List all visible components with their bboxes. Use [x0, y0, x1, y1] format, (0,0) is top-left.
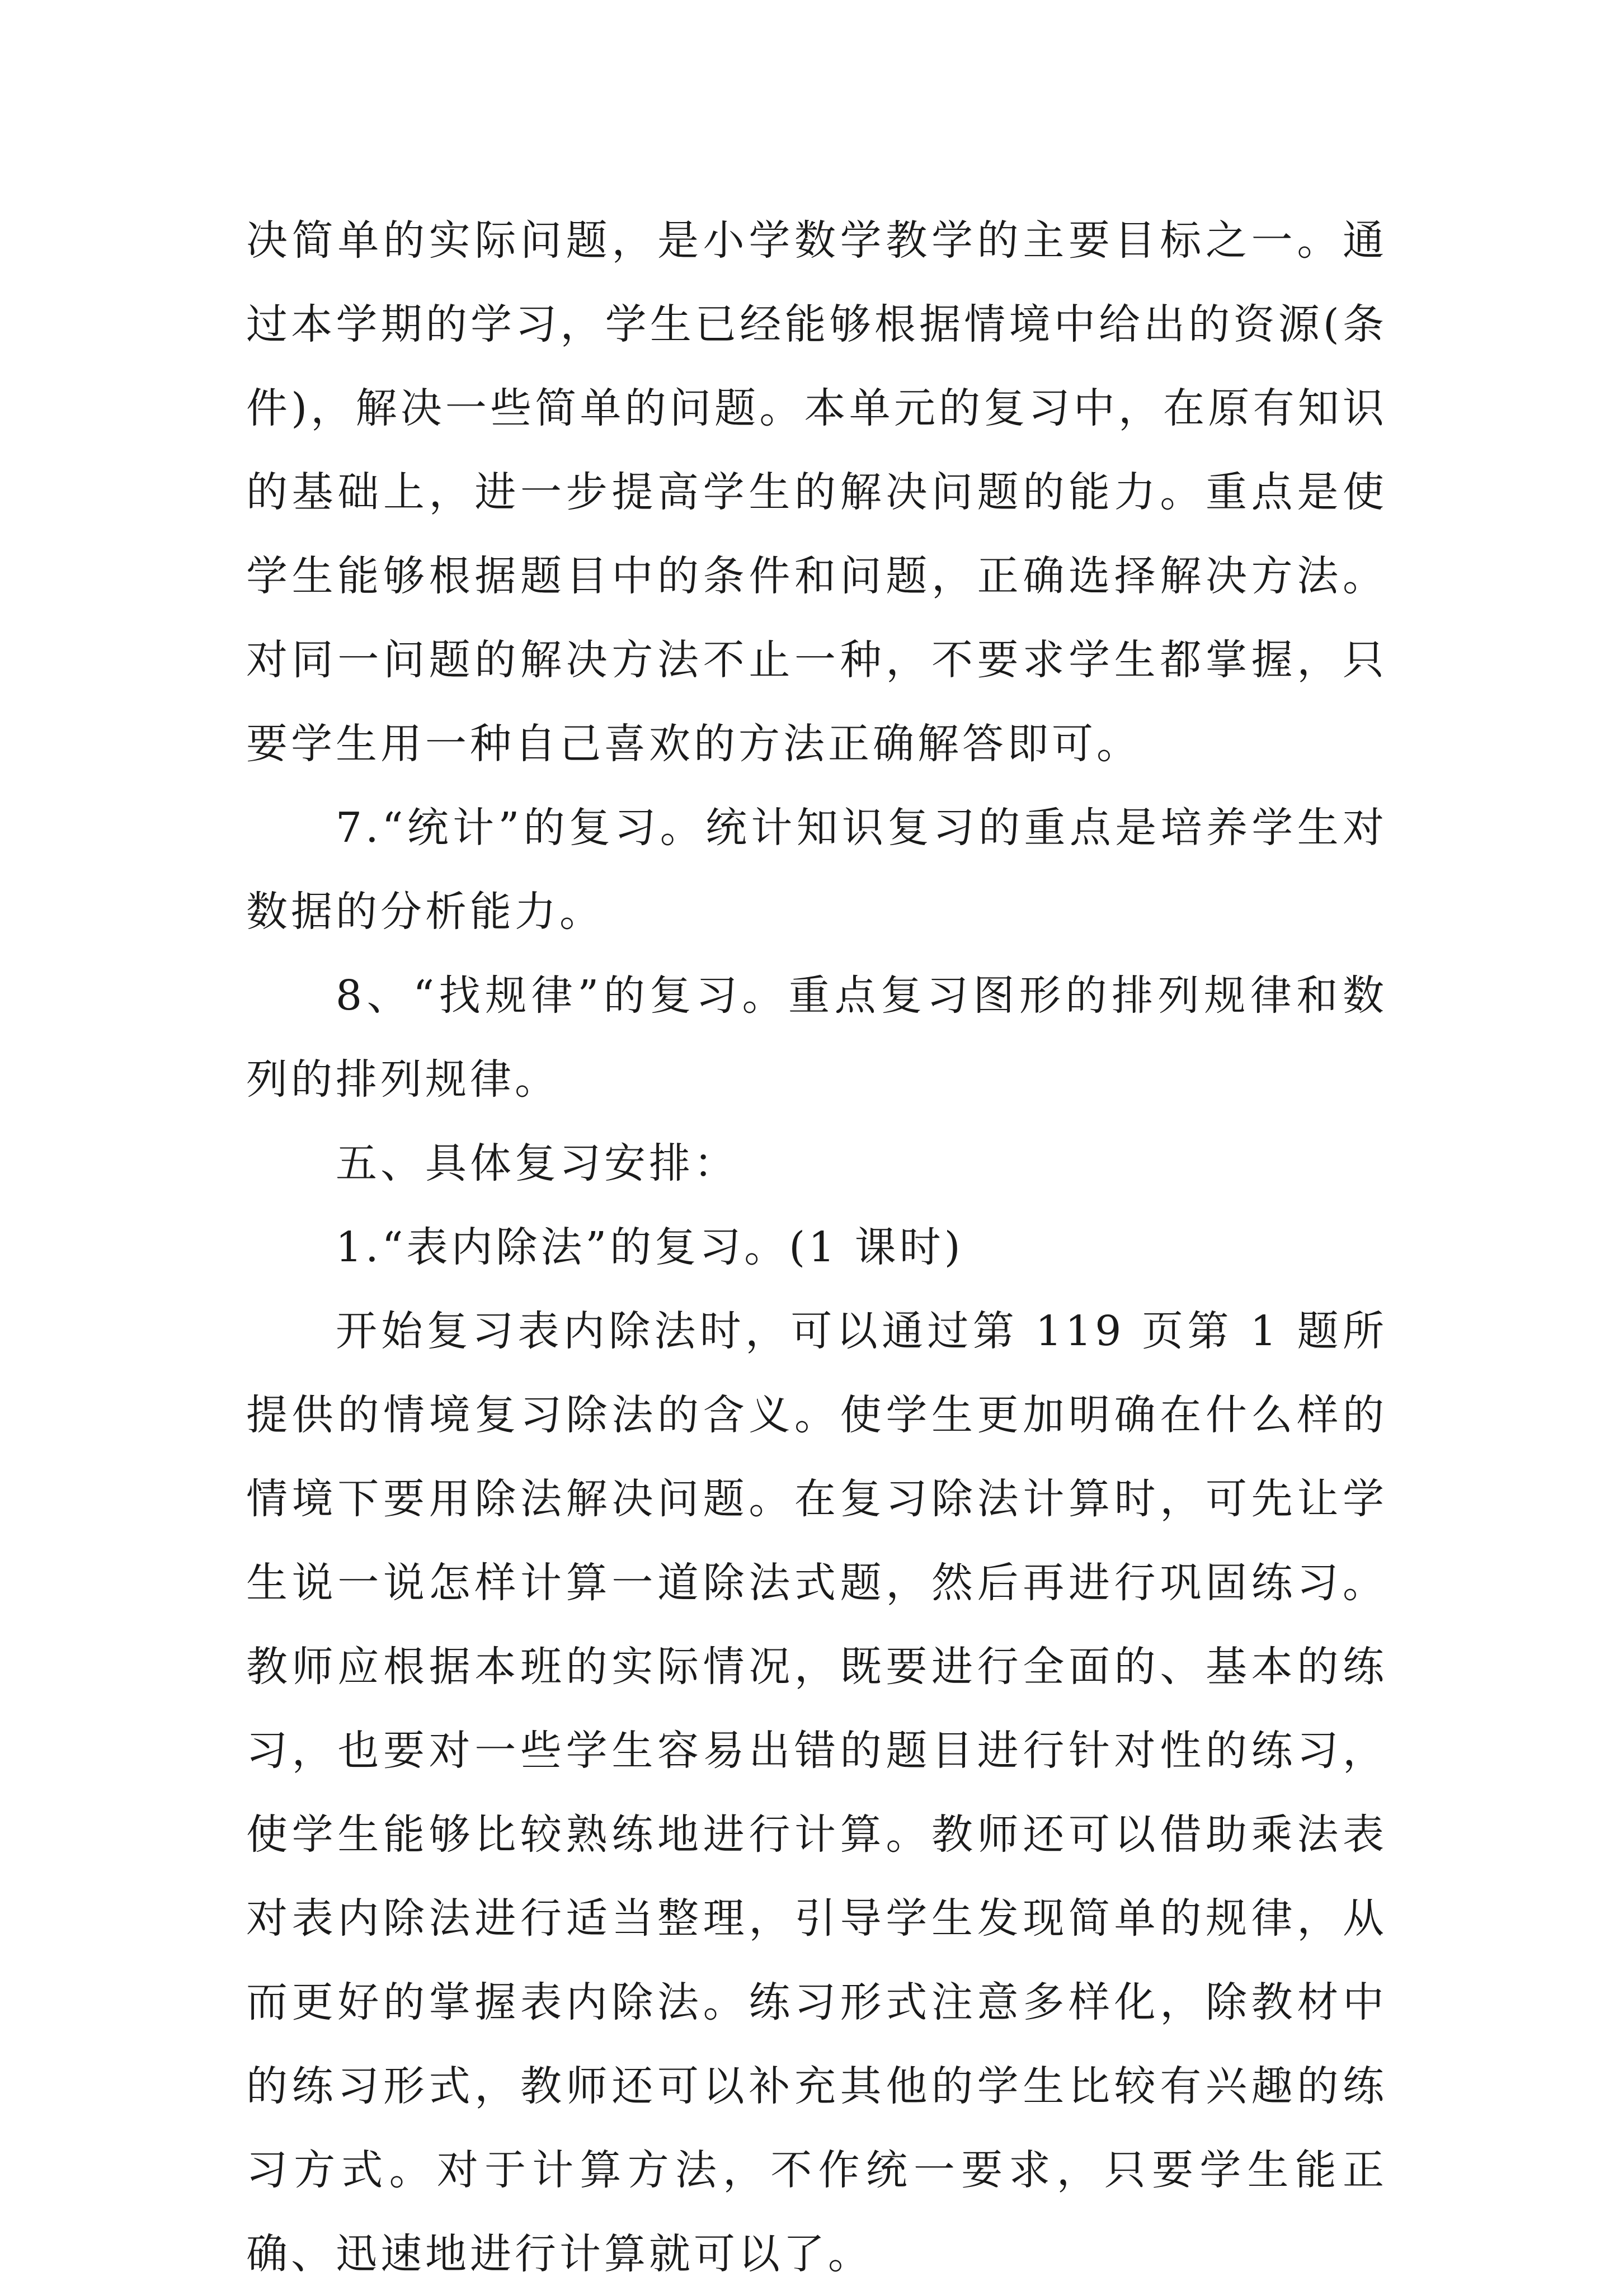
subheading-division-review: 1.“表内除法”的复习。(1 课时) — [336, 1223, 964, 1271]
section-heading-schedule: 五、具体复习安排： — [336, 1139, 738, 1187]
paragraph-continuation: 决简单的实际问题，是小学数学教学的主要目标之一。通过本学期的学习，学生已经能够根据情境中给出的资源(条件)，解决一些简单的问题。本单元的复习中，在原有知识的基础上，进一步提高学生的解决问题的能力。重点是使学生能够根据题目中的条件和问题，正确选择解决方法。对同一问题的解决方法不止一种，不要求学生都掌握，只要学生用一种自己喜欢的方法正确解答即可。 — [246, 216, 1387, 768]
paragraph-statistics-review: 7.“统计”的复习。统计知识复习的重点是培养学生对数据的分析能力。 — [246, 804, 1387, 936]
paragraph-division-detail: 开始复习表内除法时，可以通过第 119 页第 1 题所提供的情境复习除法的含义。使学生更加明确在什么样的情境下要用除法解决问题。在复习除法计算时，可先让学生说一说怎样计算一道除法式题，然后再进行巩固练习。教师应根据本班的实际情况，既要进行全面的、基本的练习，也要对一些学生容易出错的题目进行针对性的练习，使学生能够比较熟练地进行计算。教师还可以借助乘法表对表内除法进行适当整理，引导学生发现简单的规律，从而更好的掌握表内除法。练习形式注意多样化，除教材中的练习形式，教师还可以补充其他的学生比较有兴趣的练习方式。对于计算方法，不作统一要求，只要学生能正确、迅速地进行计算就可以了。 — [246, 1307, 1387, 2278]
paragraph-pattern-review: 8、“找规律”的复习。重点复习图形的排列规律和数列的排列规律。 — [246, 972, 1387, 1104]
document-body — [246, 199, 1387, 2296]
